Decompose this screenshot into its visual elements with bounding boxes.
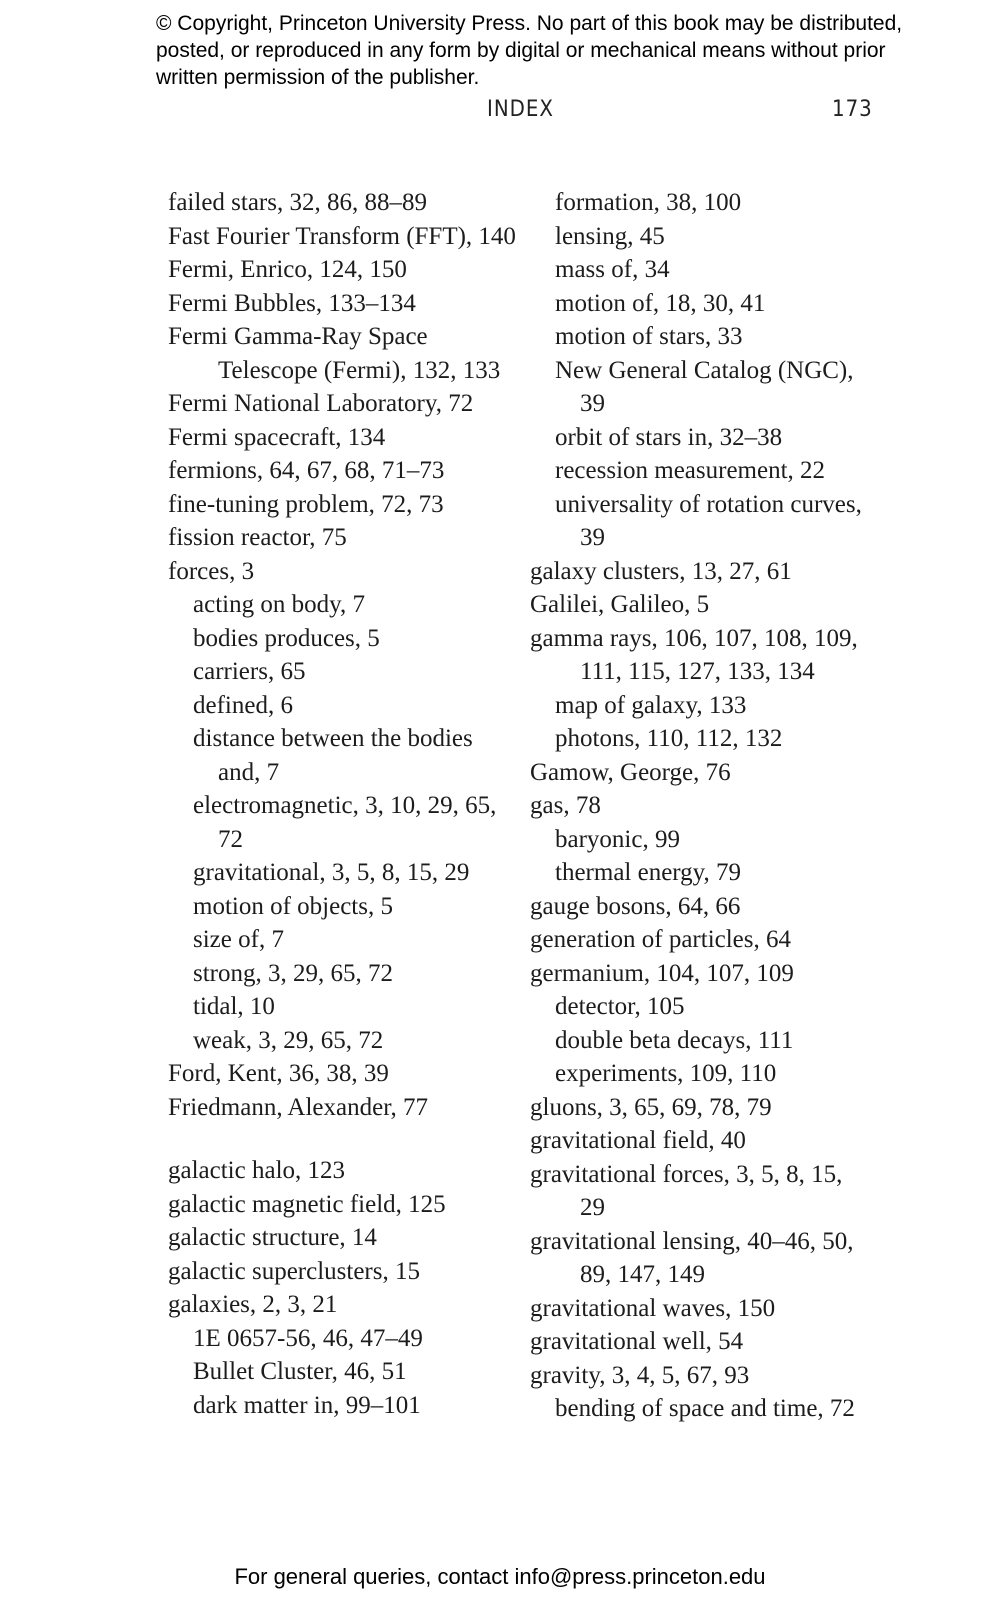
index-entry: strong, 3, 29, 65, 72 (193, 959, 393, 987)
index-entry: gluons, 3, 65, 69, 78, 79 (530, 1093, 772, 1121)
index-entry: 39 (580, 390, 605, 417)
index-entry: and, 7 (218, 758, 280, 786)
index-entry: galaxy clusters, 13, 27, 61 (530, 557, 792, 585)
index-entry: Gamow, George, 76 (530, 758, 731, 786)
index-entry: Bullet Cluster, 46, 51 (193, 1358, 407, 1385)
index-entry: photons, 110, 112, 132 (555, 725, 783, 752)
index-entry: galactic structure, 14 (168, 1224, 377, 1251)
index-entry: orbit of stars in, 32–38 (555, 423, 783, 451)
index-entry: motion of, 18, 30, 41 (555, 289, 766, 317)
index-entry: gauge bosons, 64, 66 (530, 892, 741, 920)
index-entry: 39 (580, 524, 605, 551)
page-number: 173 (832, 97, 873, 122)
index-entry: galactic superclusters, 15 (168, 1257, 420, 1285)
index-entry: galaxies, 2, 3, 21 (168, 1291, 338, 1318)
index-entry: Fermi Bubbles, 133–134 (168, 289, 416, 317)
index-entry: gas, 78 (530, 792, 601, 819)
index-entry: dark matter in, 99–101 (193, 1391, 421, 1419)
index-entry: gravitational well, 54 (530, 1328, 744, 1355)
index-entry: galactic magnetic field, 125 (168, 1190, 446, 1218)
index-entry: Fermi Gamma-Ray Space (168, 323, 428, 350)
index-entry: baryonic, 99 (555, 825, 680, 853)
index-entry: gravitational, 3, 5, 8, 15, 29 (193, 859, 470, 886)
index-entry: 72 (218, 825, 243, 853)
index-entry: 89, 147, 149 (580, 1261, 705, 1288)
index-entry: thermal energy, 79 (555, 859, 742, 886)
index-entry: Friedmann, Alexander, 77 (168, 1093, 429, 1121)
index-entry: 1E 0657-56, 46, 47–49 (193, 1324, 423, 1352)
index-entry: size of, 7 (193, 926, 284, 953)
index-entry: New General Catalog (NGC), (555, 356, 854, 384)
index-entry: Fast Fourier Transform (FFT), 140 (168, 222, 516, 250)
index-entry: mass of, 34 (555, 256, 670, 283)
index-entry: Ford, Kent, 36, 38, 39 (168, 1060, 389, 1087)
index-entry: bending of space and time, 72 (555, 1395, 855, 1422)
index-entry: gravitational field, 40 (530, 1127, 746, 1154)
index-entry: motion of stars, 33 (555, 323, 743, 350)
index-entry: germanium, 104, 107, 109 (530, 959, 794, 987)
index-entry: gravitational waves, 150 (530, 1294, 776, 1322)
index-entry: gravity, 3, 4, 5, 67, 93 (530, 1361, 750, 1389)
index-entry: fine-tuning problem, 72, 73 (168, 490, 444, 518)
index-entry: galactic halo, 123 (168, 1157, 346, 1184)
index-entry: electromagnetic, 3, 10, 29, 65, (193, 792, 497, 819)
index-entry: Fermi spacecraft, 134 (168, 423, 386, 451)
section-gap (168, 1124, 508, 1154)
index-column-right (530, 186, 875, 1426)
index-column-left (168, 186, 516, 1422)
index-entry: lensing, 45 (555, 222, 665, 250)
running-head-title: INDEX (487, 97, 554, 122)
index-entry: 111, 115, 127, 133, 134 (580, 658, 815, 685)
index-entry: Galilei, Galileo, 5 (530, 591, 710, 618)
index-entry: weak, 3, 29, 65, 72 (193, 1026, 384, 1054)
index-entry: gamma rays, 106, 107, 108, 109, (530, 624, 858, 652)
index-entry: motion of objects, 5 (193, 892, 393, 920)
index-entry: bodies produces, 5 (193, 624, 380, 652)
index-entry: Fermi National Laboratory, 72 (168, 390, 474, 417)
index-entry: universality of rotation curves, (555, 490, 862, 518)
index-entry: recession measurement, 22 (555, 457, 826, 484)
index-entry: tidal, 10 (193, 993, 275, 1020)
index-entry: Telescope (Fermi), 132, 133 (218, 356, 501, 384)
index-entry: fermions, 64, 67, 68, 71–73 (168, 457, 445, 484)
index-entry: Fermi, Enrico, 124, 150 (168, 256, 407, 283)
index-entry: generation of particles, 64 (530, 926, 792, 953)
index-entry: double beta decays, 111 (555, 1026, 794, 1054)
index-entry: gravitational lensing, 40–46, 50, (530, 1227, 854, 1255)
index-entry: acting on body, 7 (193, 591, 365, 618)
index-entry: detector, 105 (555, 993, 685, 1020)
index-entry: map of galaxy, 133 (555, 691, 747, 719)
footer-contact: For general queries, contact info@press.princeton.edu (234, 1564, 766, 1589)
index-entry: distance between the bodies (193, 725, 473, 752)
copyright-notice: © Copyright, Princeton University Press. No part of this book may be distributed, posted, or reproduced in any form by digital or mechanical means without prior written permission of the publisher. (156, 12, 903, 89)
index-entry: 29 (580, 1194, 605, 1221)
index-entry: failed stars, 32, 86, 88–89 (168, 189, 427, 216)
index-entry: forces, 3 (168, 557, 255, 585)
index-entry: formation, 38, 100 (555, 189, 742, 216)
index-entry: defined, 6 (193, 691, 293, 719)
index-entry: carriers, 65 (193, 658, 306, 685)
index-entry: gravitational forces, 3, 5, 8, 15, (530, 1160, 843, 1188)
index-entry: fission reactor, 75 (168, 524, 347, 551)
index-entry: experiments, 109, 110 (555, 1060, 777, 1087)
